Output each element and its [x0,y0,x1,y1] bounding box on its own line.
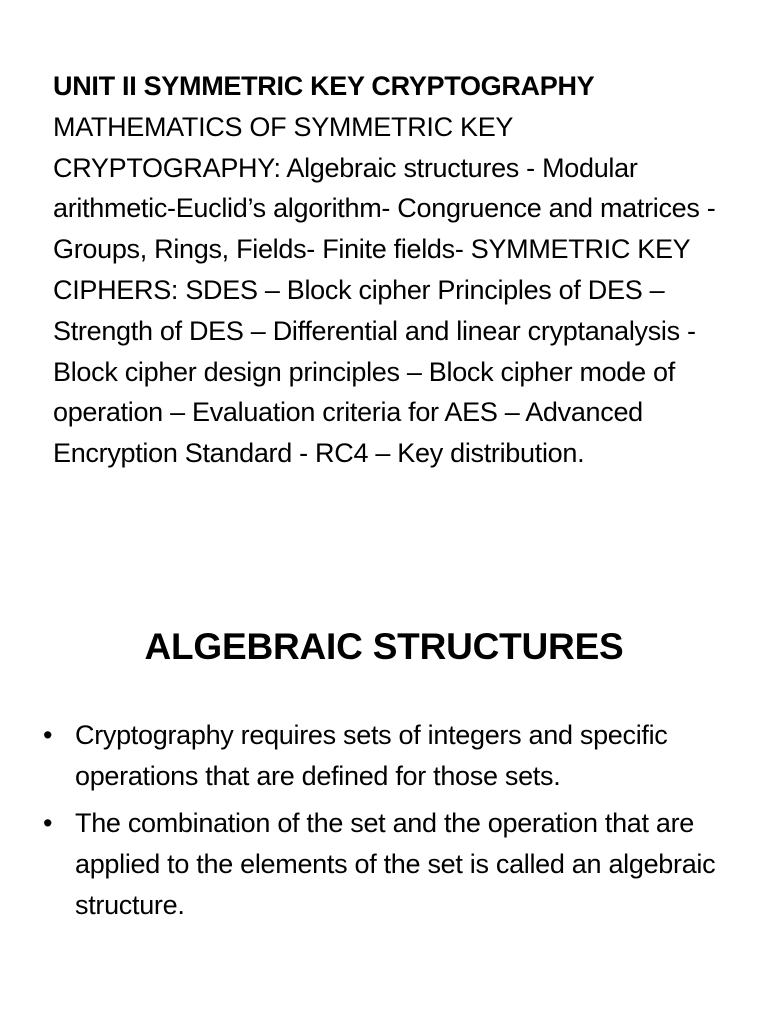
syllabus-text-block [53,66,733,474]
bullet-text: The combination of the set and the operation that are applied to the elements of the set is called an algebraic structure. [75,808,716,920]
bullet-item [40,715,740,797]
bullet-text: Cryptography requires sets of integers and specific operations that are defined for those sets. [75,720,668,791]
bullet-dot-icon: • [43,720,53,750]
slide-heading: ALGEBRAIC STRUCTURES [144,626,624,667]
unit-title: UNIT II SYMMETRIC KEY CRYPTOGRAPHY [53,71,595,101]
bullet-list [40,715,740,932]
unit-syllabus-body: MATHEMATICS OF SYMMETRIC KEY CRYPTOGRAPHY: Algebraic structures - Modular arithmetic-Euclid’s algorithm- Congruence and matrices - Groups, Rings, Fields- Finite fields- SYMMETRIC KEY CIPHERS: SDES – Block cipher Principles of DES – Strength of DES – Differential and linear cryptanalysis - Block cipher design principles – Block cipher mode of operation – Evaluation criteria for AES – Advanced Encryption Standard - RC4 – Key distribution. [53,111,716,469]
bullet-item [40,803,740,926]
bullet-dot-icon: • [43,808,53,838]
slide-algebraic-structures [0,560,768,1024]
